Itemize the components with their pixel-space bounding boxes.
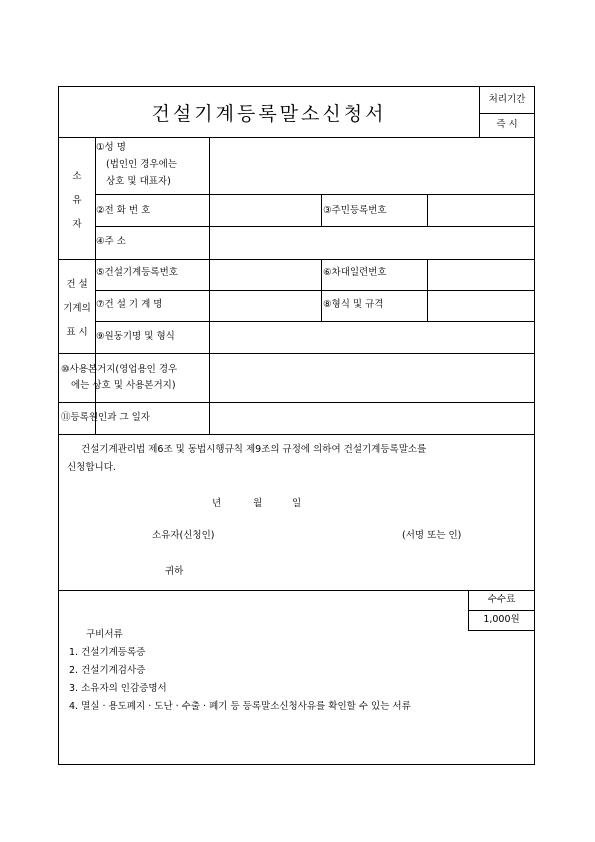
location-label-note: 에는 상호 및 사용본거지) [71, 380, 176, 391]
registration-cancellation-form [58, 86, 535, 765]
documents-heading: 구비서류 [86, 629, 123, 640]
form-title: 건설기계등록말소신청서 [151, 102, 387, 125]
machine-reg-no-label: ⑤건설기계등록번호 [96, 267, 178, 278]
fee-box-bottom [468, 630, 535, 631]
resident-no-field[interactable] [428, 195, 535, 226]
phone-label: ②전 화 번 호 [96, 205, 151, 216]
date-year-label: 년 [212, 498, 222, 509]
fee-box-divider [468, 610, 535, 611]
name-field[interactable] [210, 138, 535, 194]
location-field[interactable] [210, 354, 535, 402]
name-label-note1: (법인인 경우에는 [106, 159, 177, 170]
chassis-no-field[interactable] [428, 260, 535, 290]
engine-label: ⑨원동기명 및 형식 [96, 331, 175, 342]
address-field[interactable] [210, 227, 535, 259]
fee-label: 수수료 [487, 594, 516, 605]
applicant-signature-field[interactable] [234, 527, 394, 545]
processing-divider [479, 113, 535, 114]
cancel-reason-field[interactable] [210, 403, 535, 434]
fee-amount: 1,000원 [483, 614, 520, 625]
signature-label: (서명 또는 인) [402, 530, 462, 541]
phone-field[interactable] [210, 195, 320, 226]
applicant-label: 소유자(신청인) [152, 530, 215, 541]
declaration-text: 건설기계관리법 제6조 및 동법시행규칙 제9조의 규정에 의하여 건설기계등록말소를 [81, 444, 427, 455]
machine-reg-no-field[interactable] [210, 260, 320, 290]
machine-group-label: 건 설 기계의 표 시 [63, 279, 91, 338]
resident-no-label: ③주민등록번호 [323, 205, 387, 216]
engine-field[interactable] [210, 322, 535, 353]
cancel-reason-label: ⑪등록원인과 그 일자 [61, 412, 150, 423]
date-day-label: 일 [292, 498, 302, 509]
document-item: 2. 건설기계검사증 [69, 665, 146, 676]
col-divider [321, 194, 322, 226]
declaration-text-cont: 신청합니다. [67, 462, 116, 473]
processing-period-label: 처리기간 [488, 94, 526, 105]
model-label: ⑧형식 및 규격 [323, 299, 384, 310]
document-item: 3. 소유자의 인감증명서 [69, 683, 167, 694]
section-line [59, 590, 535, 591]
machine-name-label: ⑦건 설 기 계 명 [96, 299, 163, 310]
chassis-no-label: ⑥차대일련번호 [323, 267, 387, 278]
machine-name-field[interactable] [210, 291, 320, 321]
processing-period-value: 즉 시 [496, 119, 518, 130]
document-item: 1. 건설기계등록증 [69, 647, 146, 658]
document-item: 4. 멸실 · 용도폐지 · 도난 · 수출 · 폐기 등 등록말소신청사유를 확인할 수 있는 서류 [69, 701, 411, 712]
owner-group-label: 소 유 자 [72, 171, 82, 230]
date-month-label: 월 [253, 498, 263, 509]
model-field[interactable] [428, 291, 535, 321]
address-label: ④주 소 [96, 236, 126, 247]
location-label: ⑩사용본거지(영업용인 경우 [61, 364, 178, 375]
name-label: ①성 명 [96, 142, 126, 153]
name-label-note2: 상호 및 대표자) [106, 176, 171, 187]
addressee-label: 귀하 [165, 566, 184, 577]
section-line [59, 434, 535, 435]
